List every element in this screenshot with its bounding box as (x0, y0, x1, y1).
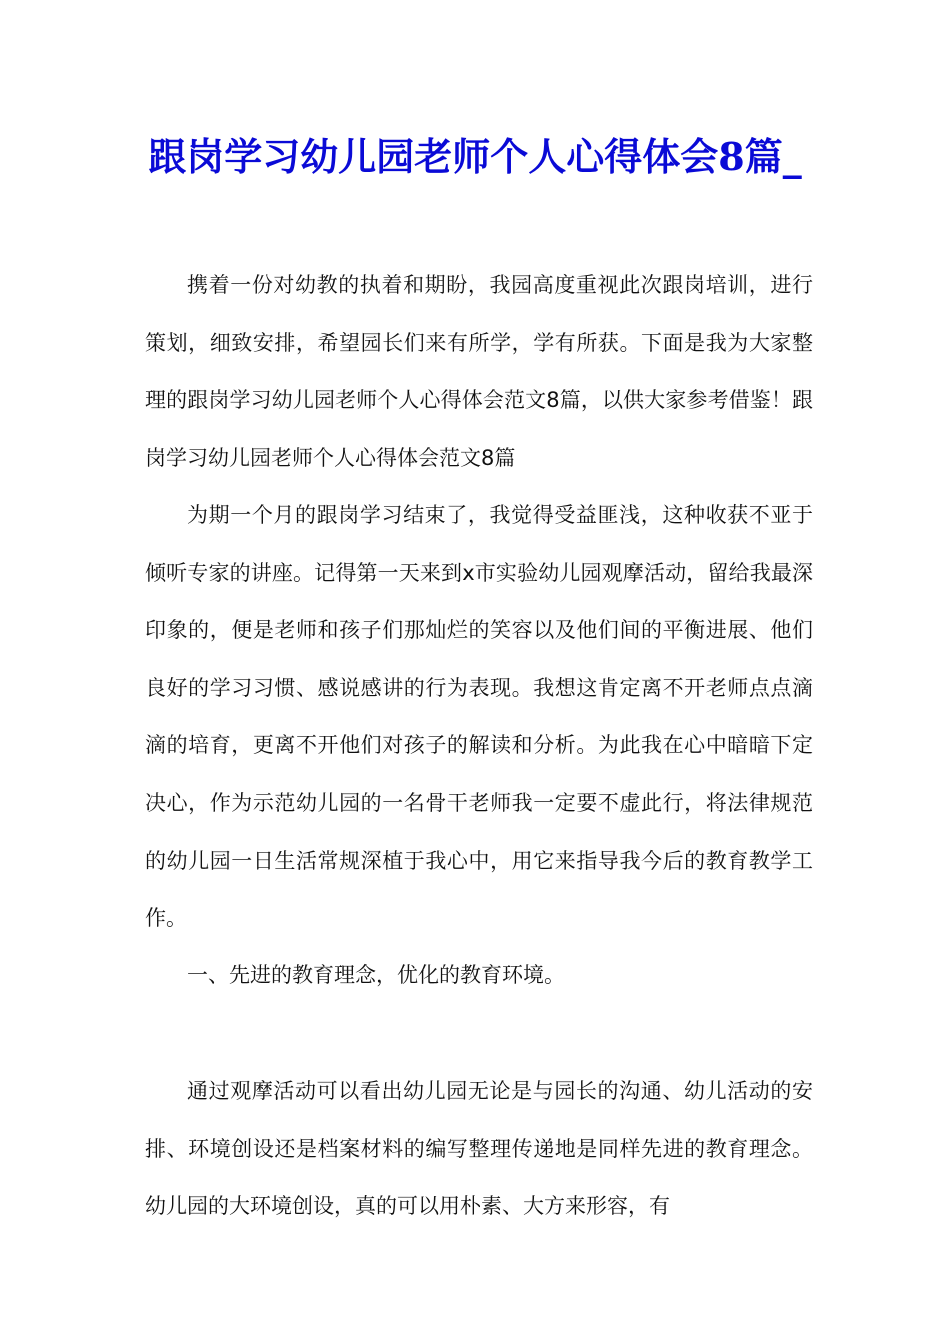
document-title: 跟岗学习幼儿园老师个人心得体会8篇_ (148, 134, 802, 179)
section-heading: 一、先进的教育理念，优化的教育环境。 (187, 963, 565, 987)
paragraph-intro: 携着一份对幼教的执着和期盼，我园高度重视此次跟岗培训，进行策划，细致安排，希望园长们来有所学，学有所获。下面是我为大家整理的跟岗学习幼儿园老师个人心得体会范文8篇，以供大家参考借鉴！跟岗学习幼儿园老师个人心得体会范文8篇 (145, 273, 813, 470)
paragraph-reflection: 为期一个月的跟岗学习结束了，我觉得受益匪浅，这种收获不亚于倾听专家的讲座。记得第一天来到x市实验幼儿园观摩活动，留给我最深印象的，便是老师和孩子们那灿烂的笑容以及他们间的平衡进展、他们良好的学习习惯、感说感讲的行为表现。我想这肯定离不开老师点点滴滴的培育，更离不开他们对孩子的解读和分析。为此我在心中暗暗下定决心，作为示范幼儿园的一名骨干老师我一定要不虚此行，将法律规范的幼儿园一日生活常规深植于我心中，用它来指导我今后的教育教学工作。 (145, 503, 813, 931)
paragraph-section-body: 通过观摩活动可以看出幼儿园无论是与园长的沟通、幼儿活动的安排、环境创设还是档案材料的编写整理传递地是同样先进的教育理念。幼儿园的大环境创设，真的可以用朴素、大方来形容，有 (145, 1079, 813, 1219)
